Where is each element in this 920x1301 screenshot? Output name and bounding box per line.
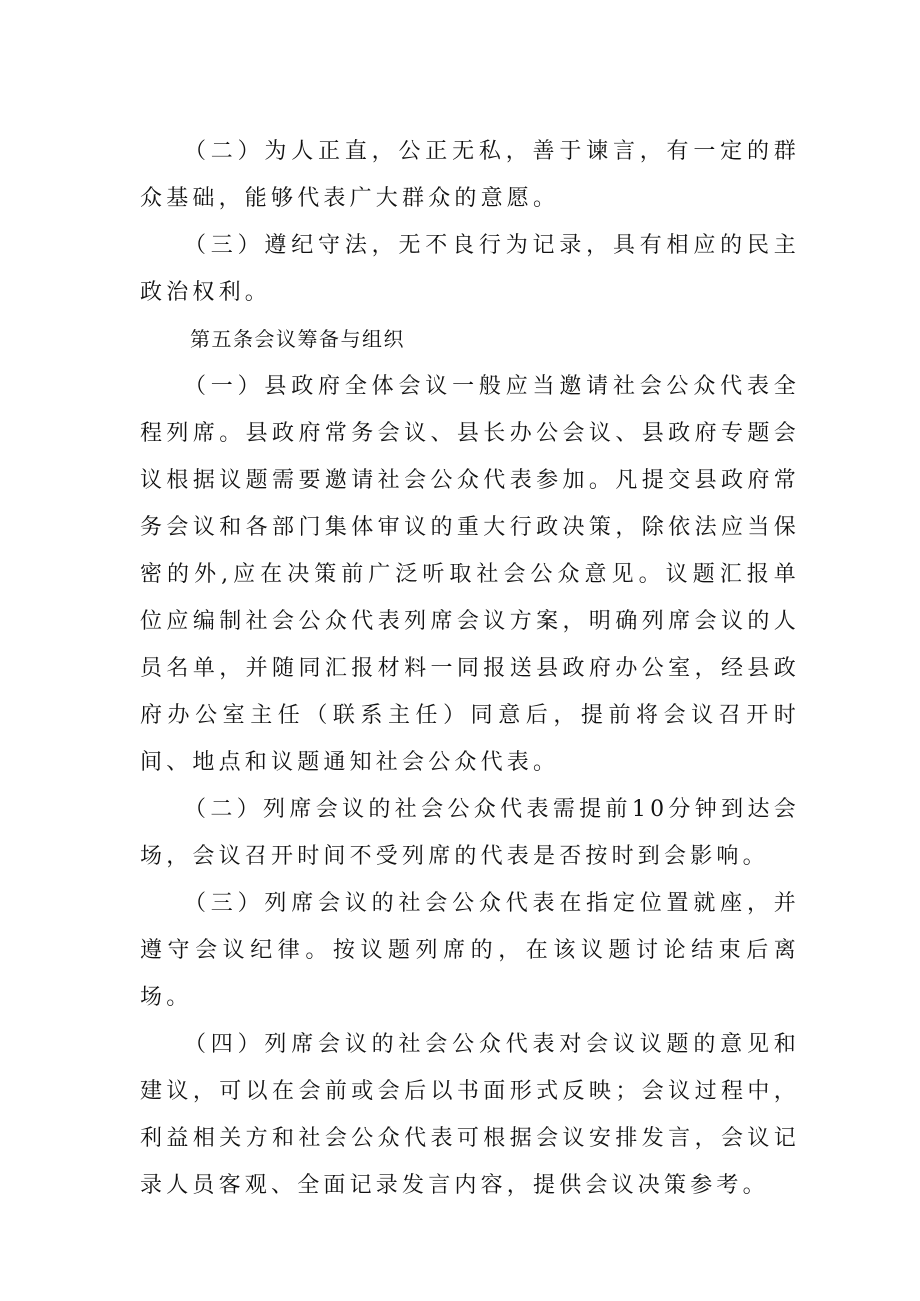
paragraph-preparation-4: （四）列席会议的社会公众代表对会议议题的意见和建议，可以在会前或会后以书面形式反映；会议过程中，利益相关方和社会公众代表可根据会议安排发言，会议记录人员客观、全面记录发言内容，提供会议决策参考。 bbox=[140, 1032, 800, 1198]
paragraph-preparation-3: （三）列席会议的社会公众代表在指定位置就座，并遵守会议纪律。按议题列席的，在该议题讨论结束后离场。 bbox=[140, 891, 800, 1010]
section-heading: 第五条会议筹备与组织 bbox=[190, 327, 405, 351]
paragraph-qualification-2: （二）为人正直，公正无私，善于谏言，有一定的群众基础，能够代表广大群众的意愿。 bbox=[140, 139, 800, 211]
paragraph-preparation-1: （一）县政府全体会议一般应当邀请社会公众代表全程列席。县政府常务会议、县长办公会议、县政府专题会议根据议题需要邀请社会公众代表参加。凡提交县政府常务会议和各部门集体审议的重大行政决策，除依法应当保密的外,应在决策前广泛听取社会公众意见。议题汇报单位应编制社会公众代表列席会议方案，明确列席会议的人员名单，并随同汇报材料一同报送县政府办公室，经县政府办公室主任（联系主任）同意后，提前将会议召开时间、地点和议题通知社会公众代表。 bbox=[140, 374, 800, 775]
paragraph-qualification-3: （三）遵纪守法，无不良行为记录，具有相应的民主政治权利。 bbox=[140, 233, 800, 305]
document-body bbox=[140, 128, 800, 1209]
paragraph-preparation-2: （二）列席会议的社会公众代表需提前10分钟到达会场，会议召开时间不受列席的代表是否按时到会影响。 bbox=[140, 797, 800, 869]
